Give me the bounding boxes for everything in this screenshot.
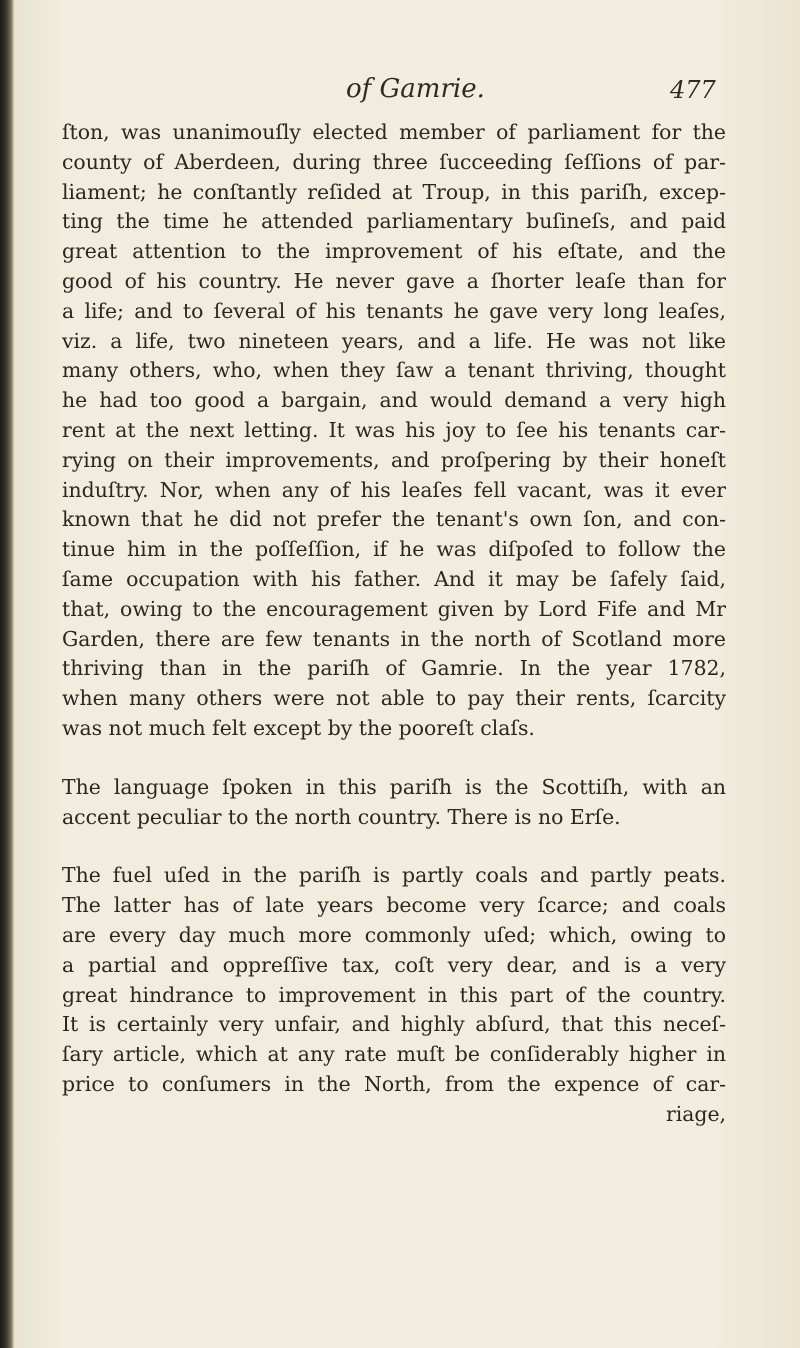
- paragraph-gap: [62, 744, 726, 773]
- text-line: when many others were not able to pay their rents, ſcarcity: [62, 686, 726, 711]
- text-line: It is certainly very unfair, and highly abſurd, that this neceſ-: [62, 1012, 726, 1037]
- text-line: he had too good a bargain, and would demand a very high: [62, 388, 726, 413]
- text-line: ting the time he attended parliamentary buſineſs, and paid: [62, 209, 726, 234]
- running-title: of Gamrie.: [346, 74, 485, 104]
- catchword: riage,: [665, 1101, 726, 1126]
- text-line: accent peculiar to the north country. There is no Erſe.: [62, 804, 621, 829]
- text-line: price to conſumers in the North, from the expence of car-: [62, 1071, 726, 1096]
- text-line: was not much felt except by the pooreſt claſs.: [62, 715, 535, 740]
- text-line: ſary article, which at any rate muſt be conſiderably higher in: [62, 1042, 726, 1067]
- paragraph-fuel: [62, 861, 726, 1099]
- text-line: a partial and oppreſſive tax, coſt very dear, and is a very: [62, 952, 726, 977]
- text-line: great hindrance to improvement in this part of the country.: [62, 982, 726, 1007]
- text-line: known that he did not prefer the tenant's own ſon, and con-: [62, 507, 726, 532]
- text-line: tinue him in the poſſeſſion, if he was diſpoſed to follow the: [62, 537, 726, 562]
- text-line: rent at the next letting. It was his joy to ſee his tenants car-: [62, 417, 726, 442]
- paragraph-language: [62, 773, 726, 833]
- page-header: [0, 74, 800, 114]
- text-line: are every day much more commonly uſed; which, owing to: [62, 922, 726, 947]
- text-line: thriving than in the pariſh of Gamrie. In the year 1782,: [62, 656, 726, 681]
- text-line: viz. a life, two nineteen years, and a life. He was not like: [62, 328, 726, 353]
- text-line: that, owing to the encouragement given by Lord Fife and Mr: [62, 596, 726, 621]
- text-line: great attention to the improvement of his eſtate, and the: [62, 239, 726, 264]
- text-line: good of his country. He never gave a ſhorter leaſe than for: [62, 268, 726, 293]
- text-line: The fuel uſed in the pariſh is partly coals and partly peats.: [62, 863, 726, 888]
- text-line: a life; and to ſeveral of his tenants he gave very long leaſes,: [62, 298, 726, 323]
- text-line: ſton, was unanimouſly elected member of parliament for the: [62, 120, 726, 144]
- text-line: liament; he conſtantly reſided at Troup, in this pariſh, excep-: [62, 179, 726, 204]
- text-line: county of Aberdeen, during three ſucceeding ſeſſions of par-: [62, 149, 726, 174]
- text-line: Garden, there are few tenants in the north of Scotland more: [62, 626, 726, 651]
- page-number: 477: [670, 76, 716, 104]
- text-line: The latter has of late years become very ſcarce; and coals: [62, 893, 726, 918]
- page-gutter-shadow: [0, 0, 14, 1348]
- text-line: The language ſpoken in this pariſh is the Scottiſh, with an: [62, 774, 726, 799]
- paragraph-estate-history: [62, 118, 726, 744]
- text-line: many others, who, when they ſaw a tenant thriving, thought: [62, 358, 726, 383]
- text-line: rying on their improvements, and proſpering by their honeſt: [62, 447, 726, 472]
- text-line: ſame occupation with his father. And it may be ſafely ſaid,: [62, 566, 726, 591]
- text-line: induſtry. Nor, when any of his leaſes fell vacant, was it ever: [62, 477, 726, 502]
- body-text: [62, 118, 726, 1130]
- paragraph-gap: [62, 832, 726, 861]
